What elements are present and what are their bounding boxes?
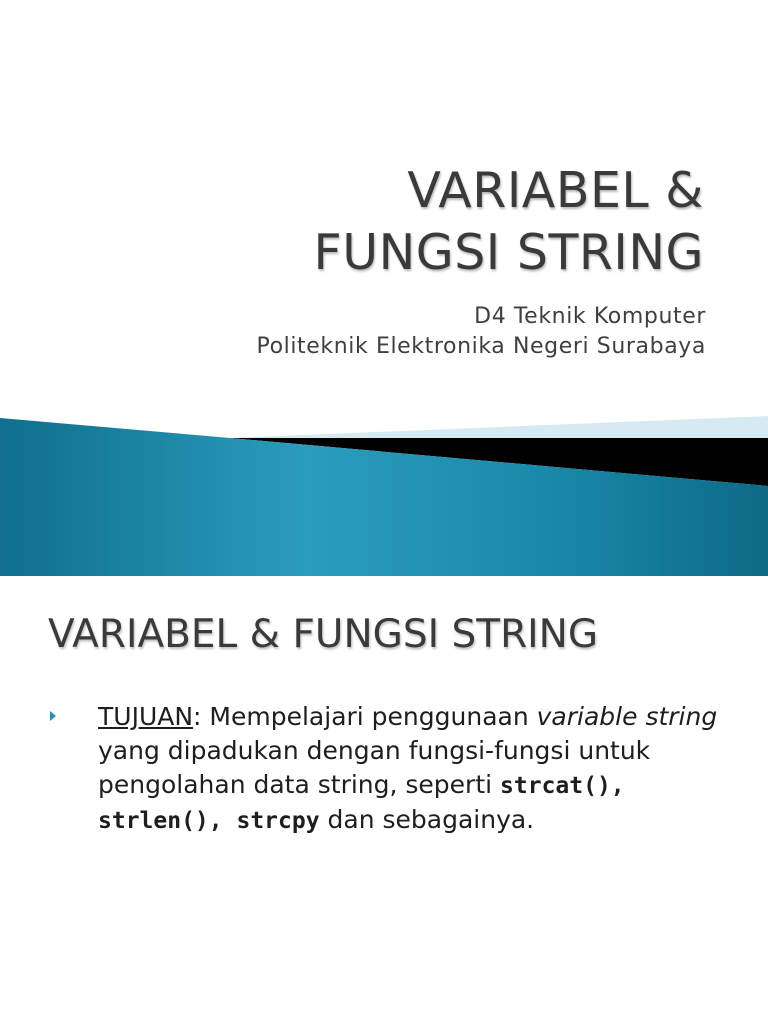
bullet-colon: : bbox=[193, 702, 202, 731]
bullet-text-1: Mempelajari penggunaan bbox=[201, 702, 537, 731]
subtitle-line-1: D4 Teknik Komputer bbox=[474, 304, 706, 329]
bullet-arrow-icon bbox=[50, 711, 56, 721]
bullet-text bbox=[98, 700, 728, 838]
title-line-2: FUNGSI STRING bbox=[313, 224, 704, 281]
title-line-1: VARIABEL & bbox=[407, 162, 704, 219]
bullet-text-2: yang dipadukan dengan fungsi-fungsi untuk pengolahan data string, seperti bbox=[98, 736, 651, 799]
content-title: VARIABEL & FUNGSI STRING bbox=[48, 612, 599, 657]
subtitle-line-2: Politeknik Elektronika Negeri Surabaya bbox=[256, 334, 706, 359]
content-slide bbox=[0, 576, 768, 1024]
slide-subtitle bbox=[256, 302, 706, 362]
bullet-text-3: dan sebagainya. bbox=[319, 805, 535, 834]
bullet-code: strcat(), strlen(), strcpy bbox=[98, 773, 625, 834]
bullet-label: TUJUAN bbox=[98, 702, 194, 731]
decorative-band bbox=[0, 410, 768, 576]
bullet-italic: variable string bbox=[536, 702, 718, 731]
slide-title bbox=[314, 160, 704, 284]
